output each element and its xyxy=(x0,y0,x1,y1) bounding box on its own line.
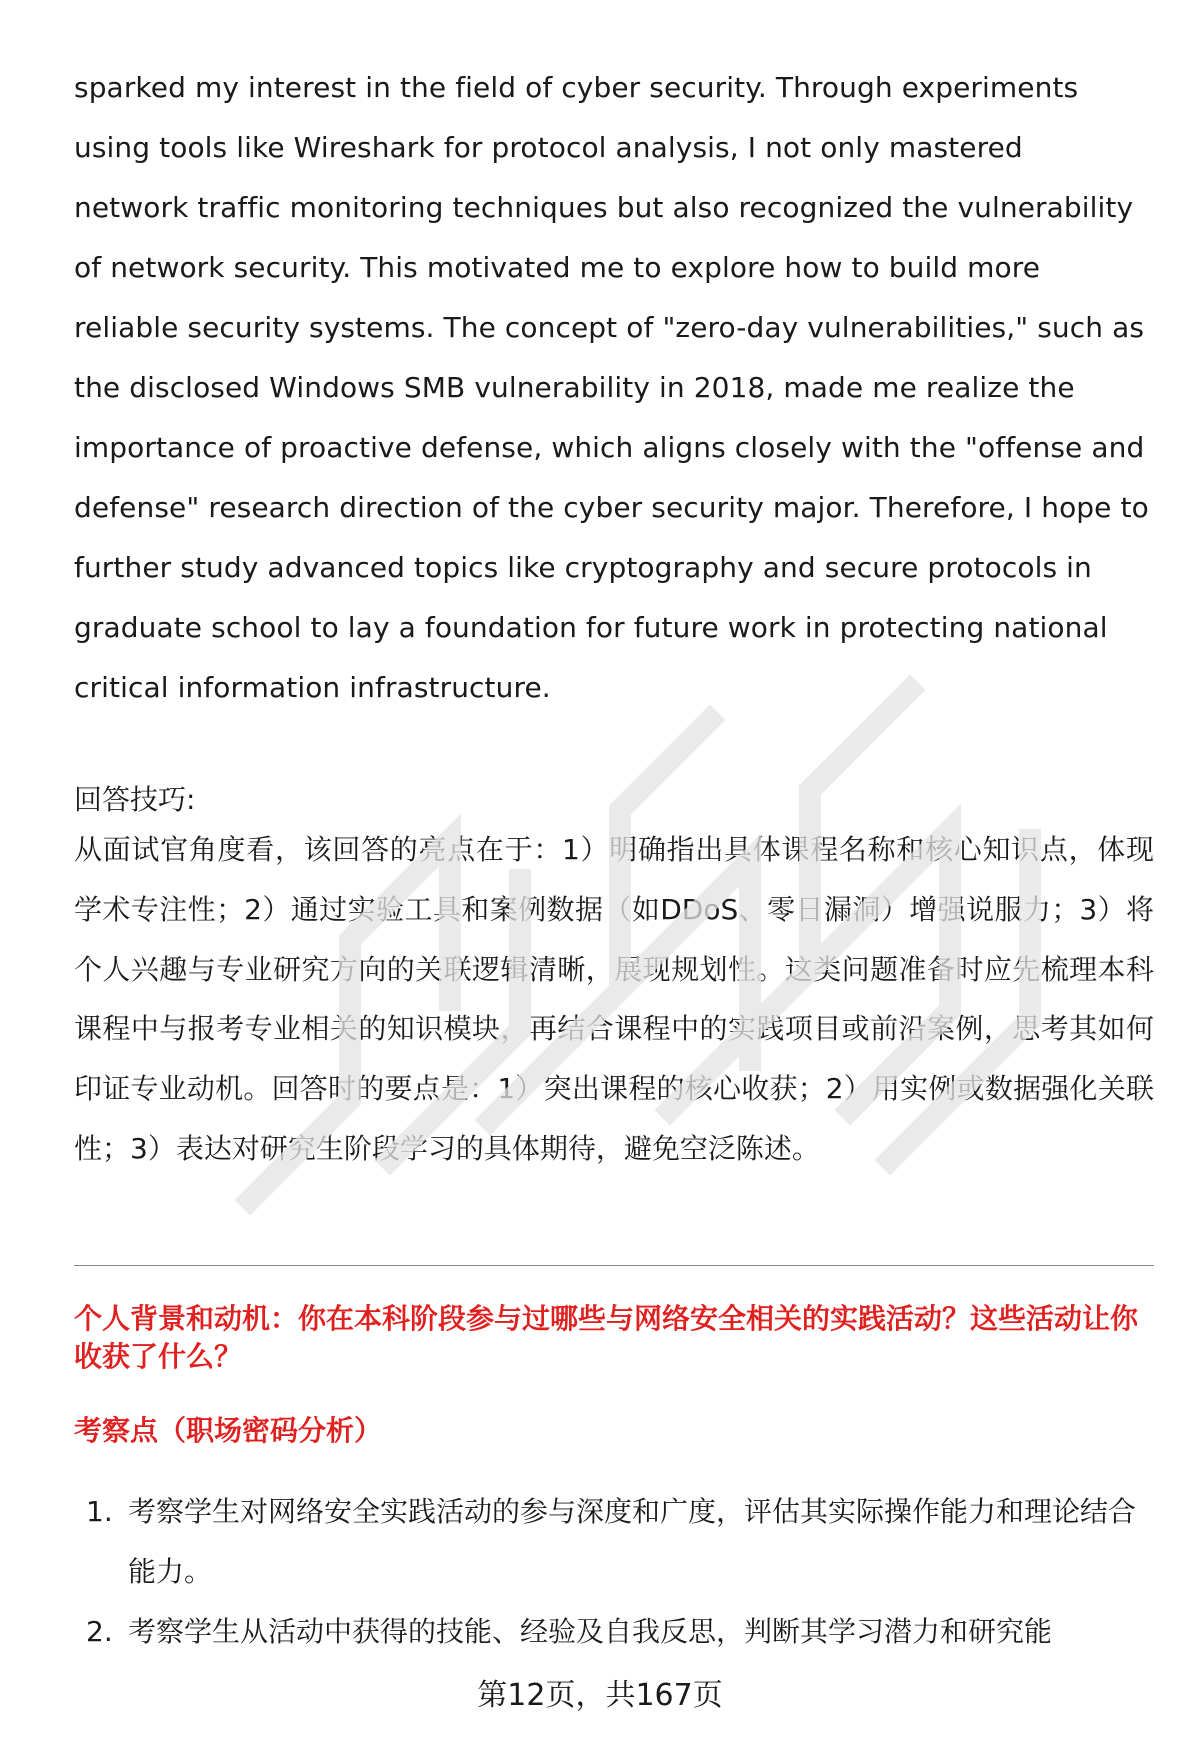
paragraph-line: defense" research direction of the cyber security major. Therefore, I hope to xyxy=(74,491,1149,524)
paragraph-line: critical information infrastructure. xyxy=(74,671,551,704)
question-heading: 个人背景和动机：你在本科阶段参与过哪些与网络安全相关的实践活动？这些活动让你收获了什么？ xyxy=(74,1302,1139,1373)
assessment-points-list xyxy=(74,1482,1154,1662)
paragraph-line: of network security. This motivated me to explore how to build more xyxy=(74,251,1041,284)
page-content xyxy=(74,58,1154,1179)
list-item-text: 考察学生从活动中获得的技能、经验及自我反思，判断其学习潜力和研究能 xyxy=(128,1615,1053,1648)
list-item xyxy=(74,1482,1154,1602)
list-item-number: 1. xyxy=(86,1495,113,1528)
page-number-footer: 第12页，共167页 xyxy=(477,1678,723,1713)
answer-paragraph xyxy=(74,58,1154,718)
section-divider xyxy=(74,1265,1154,1266)
list-item-text: 考察学生对网络安全实践活动的参与深度和广度，评估其实际操作能力和理论结合能力。 xyxy=(128,1495,1137,1588)
paragraph-line: sparked my interest in the field of cyber security. Through experiments xyxy=(74,71,1079,104)
list-item xyxy=(74,1602,1154,1662)
paragraph-line: using tools like Wireshark for protocol analysis, I not only mastered xyxy=(74,131,1023,164)
assessment-points-heading: 考察点（职场密码分析） xyxy=(74,1414,383,1447)
tips-body: 从面试官角度看，该回答的亮点在于：1）明确指出具体课程名称和核心知识点，体现学术专注性；2）通过实验工具和案例数据（如DDoS、零日漏洞）增强说服力；3）将个人兴趣与专业研究方向的关联逻辑清晰，展现规划性。这类问题准备时应先梳理本科课程中与报考专业相关的知识模块，再结合课程中的实践项目或前沿案例，思考其如何印证专业动机。回答时的要点是：1）突出课程的核心收获；2）用实例或数据强化关联性；3）表达对研究生阶段学习的具体期待，避免空泛陈述。 xyxy=(74,833,1154,1165)
tips-label: 回答技巧: xyxy=(74,783,196,816)
paragraph-line: network traffic monitoring techniques but also recognized the vulnerability xyxy=(74,191,1134,224)
paragraph-line: graduate school to lay a foundation for future work in protecting national xyxy=(74,611,1108,644)
list-item-number: 2. xyxy=(86,1615,113,1648)
paragraph-line: the disclosed Windows SMB vulnerability in 2018, made me realize the xyxy=(74,371,1075,404)
paragraph-line: reliable security systems. The concept of "zero-day vulnerabilities," such as xyxy=(74,311,1145,344)
paragraph-line: further study advanced topics like cryptography and secure protocols in xyxy=(74,551,1092,584)
paragraph-line: importance of proactive defense, which aligns closely with the "offense and xyxy=(74,431,1145,464)
